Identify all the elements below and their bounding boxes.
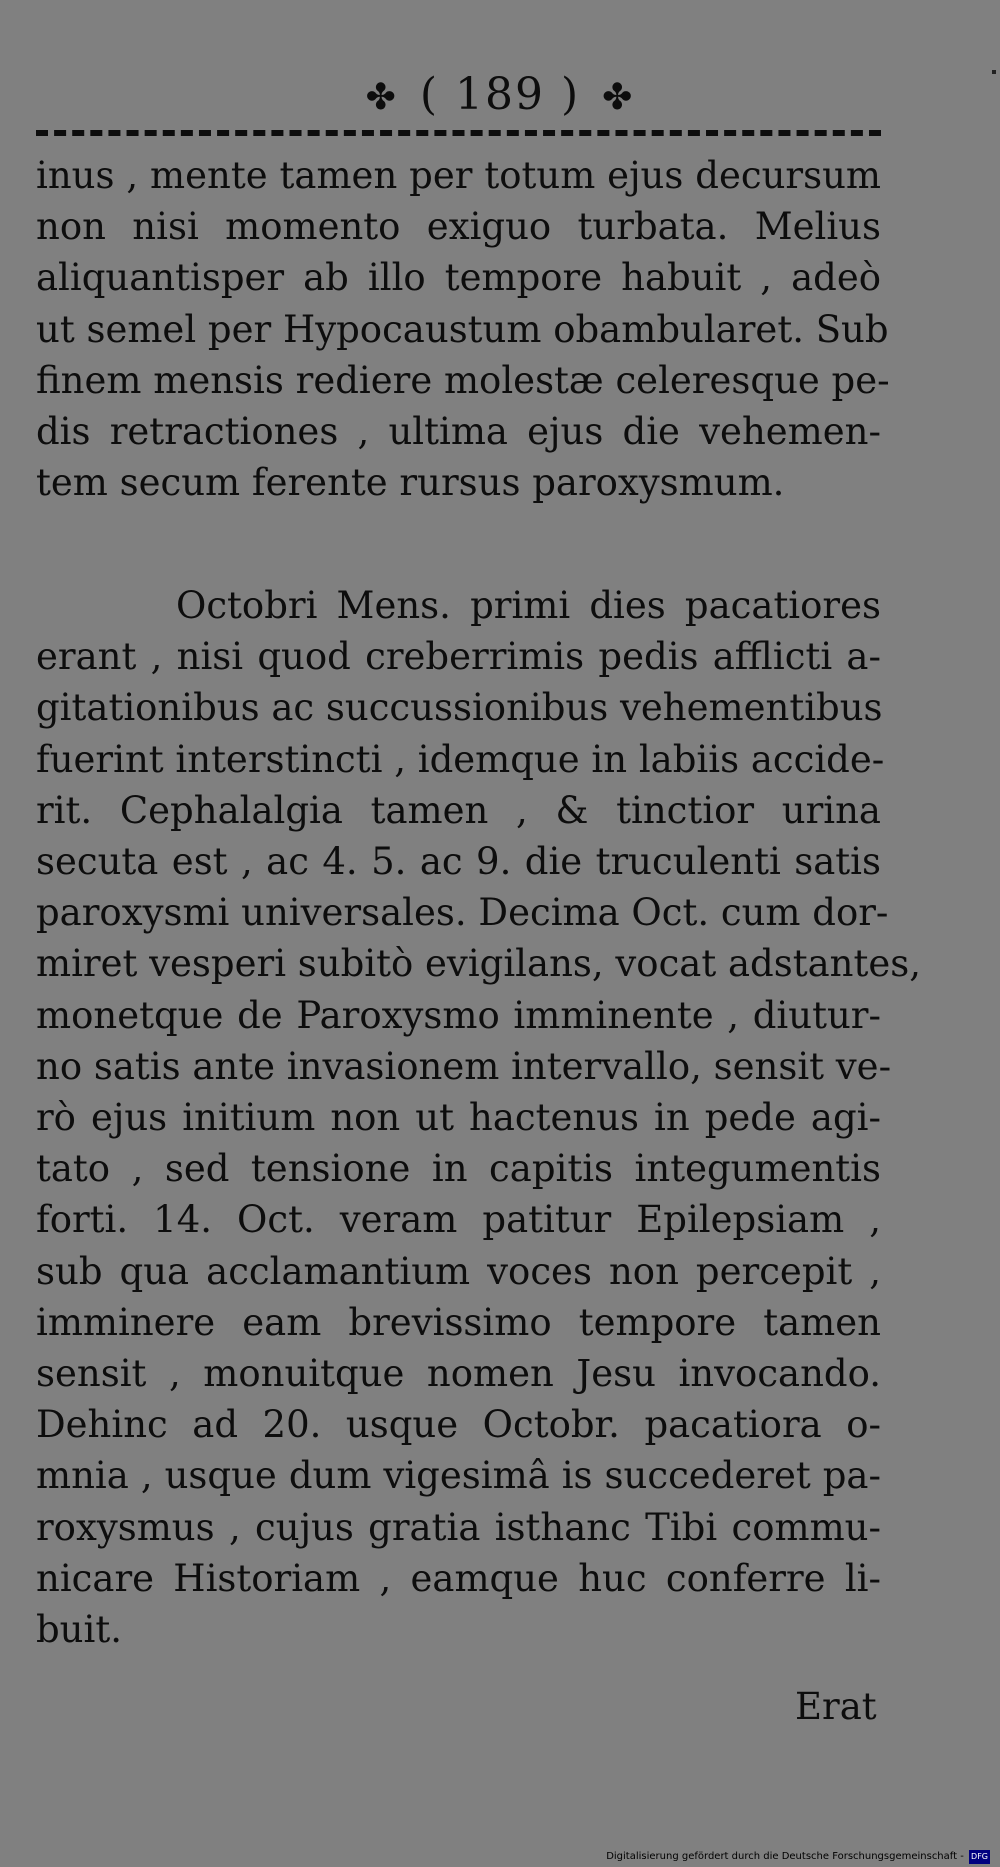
text-line: no satis ante invasionem intervallo, sensit ve- [36, 1044, 892, 1088]
header-rule [36, 130, 881, 136]
text-line: roxysmus , cujus gratia isthanc Tibi commu- [36, 1505, 881, 1549]
text-line: miret vesperi subitò evigilans, vocat adstantes, [36, 942, 922, 986]
digitization-credit [606, 1850, 990, 1864]
credit-text: Digitalisierung gefördert durch die Deutsche Forschungsgemeinschaft - [606, 1851, 964, 1862]
text-line: sensit , monuitque nomen Jesu invocando. [36, 1352, 881, 1396]
text-line: Dehinc ad 20. usque Octobr. pacatiora o- [36, 1403, 881, 1447]
text-line: tato , sed tensione in capitis integumentis [36, 1147, 881, 1191]
text-line: finem mensis rediere molestæ celeresque pe- [36, 358, 890, 402]
text-line: aliquantisper ab illo tempore habuit , adeò [36, 256, 881, 300]
text-line: rit. Cephalalgia tamen , & tinctior urina [36, 788, 881, 832]
page-header [0, 70, 1000, 123]
text-line: dis retractiones , ultima ejus die vehemen- [36, 410, 881, 454]
right-ornament-icon: ✤ [602, 76, 635, 118]
text-line: secuta est , ac 4. 5. ac 9. die truculenti satis [36, 840, 881, 884]
paragraph-1 [36, 150, 890, 508]
text-line: monetque de Paroxysmo imminente , diutur- [36, 993, 881, 1037]
text-line: forti. 14. Oct. veram patitur Epilepsiam , [36, 1198, 881, 1242]
text-line: mnia , usque dum vigesimâ is succederet pa- [36, 1454, 881, 1498]
text-line: fuerint interstincti , idemque in labiis accide- [36, 737, 885, 781]
text-line: sub qua acclamantium voces non percepit , [36, 1249, 881, 1293]
text-line: buit. [36, 1608, 122, 1652]
text-line: nicare Historiam , eamque huc conferre li- [36, 1556, 881, 1600]
text-line: tem secum ferente rursus paroxysmum. [36, 461, 785, 505]
text-line: rò ejus initium non ut hactenus in pede agi- [36, 1096, 881, 1140]
text-line: gitationibus ac succussionibus vehementibus [36, 686, 883, 730]
paragraph-2 [36, 580, 922, 1655]
text-line: non nisi momento exiguo turbata. Melius [36, 205, 881, 249]
text-line: erant , nisi quod creberrimis pedis afflicti a- [36, 635, 881, 679]
text-line: ut semel per Hypocaustum obambularet. Sub [36, 307, 889, 351]
dfg-logo-icon: DFG [969, 1850, 990, 1864]
text-line: paroxysmi universales. Decima Oct. cum dor- [36, 891, 889, 935]
margin-mark [992, 70, 996, 74]
catchword: Erat [795, 1685, 877, 1728]
text-line: Octobri Mens. primi dies pacatiores [176, 584, 881, 627]
page-number: ( 189 ) [419, 69, 581, 120]
text-line: imminere eam brevissimo tempore tamen [36, 1300, 881, 1344]
left-ornament-icon: ✤ [365, 76, 398, 118]
text-line: inus , mente tamen per totum ejus decursum [36, 154, 881, 197]
